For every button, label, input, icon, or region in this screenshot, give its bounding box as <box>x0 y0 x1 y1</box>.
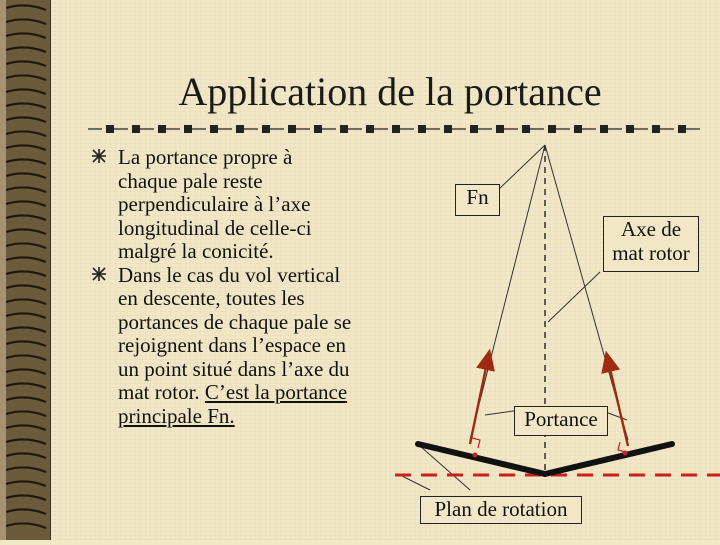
bullet-line: La portance propre à <box>118 145 293 169</box>
right-angle-marker-left <box>472 438 480 448</box>
bullet-text-plain: mat rotor. <box>118 380 205 404</box>
lift-arrow-right <box>608 360 628 446</box>
bullet-line: un point situé dans l’axe du <box>118 356 350 381</box>
right-angle-marker-right <box>618 442 626 452</box>
bullet-line: en descente, toutes les <box>118 286 305 310</box>
bullet-line: malgré la conicité. <box>118 239 274 263</box>
fn-label-box <box>455 184 500 216</box>
fn-leader-line <box>498 145 545 190</box>
axe-label-line: mat rotor <box>612 241 690 265</box>
portance-label: Portance <box>524 407 598 431</box>
blade-right <box>545 444 672 474</box>
plan-leader-line-1 <box>400 475 430 490</box>
bullet-line: Dans le cas du vol vertical <box>118 262 341 287</box>
lift-arrow-left <box>470 358 488 444</box>
bullet-line: portances de chaque pale se <box>118 309 352 334</box>
rotation-point-dot-right <box>623 451 628 456</box>
blade-left <box>418 444 545 474</box>
rotation-point-dot-left <box>473 453 478 458</box>
portance-label-box <box>514 406 608 436</box>
axe-label-box <box>603 216 699 272</box>
fn-label: Fn <box>466 185 489 209</box>
bullet-line: longitudinal de celle-ci <box>118 215 312 240</box>
bullet-line-underlined: principale Fn. <box>118 403 235 428</box>
plan-label: Plan de rotation <box>434 497 568 521</box>
plan-label-box <box>420 496 582 524</box>
bullet-line: perpendiculaire à l’axe <box>118 192 311 216</box>
bullet-line: rejoignent dans l’espace en <box>118 333 346 357</box>
bullet-text-underlined: C’est la portance <box>204 380 348 404</box>
axe-label-line: Axe de <box>620 217 682 241</box>
slide-title: Application de la portance <box>178 69 602 114</box>
bullet-line: chaque pale reste <box>118 168 263 193</box>
